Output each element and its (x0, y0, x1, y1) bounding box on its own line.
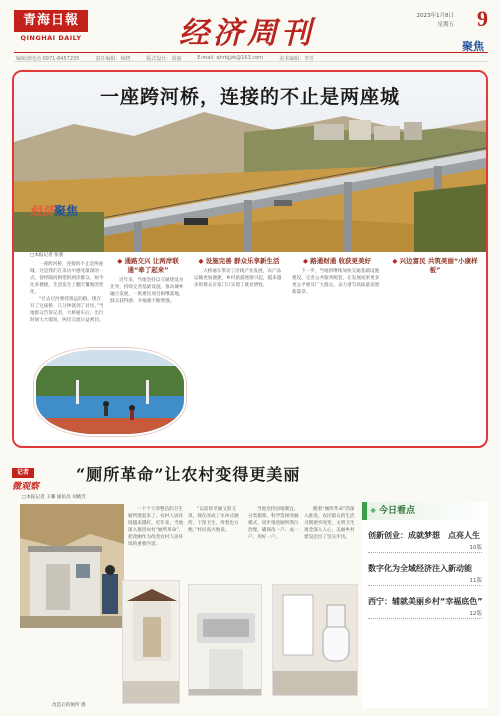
photo-caption: 改造后的厕所 摄 (52, 703, 86, 708)
feature-subhead: ◆ 通路交兴 让两岸联通“牵了起来” (110, 256, 186, 274)
lower-tag-k1: 记者 (12, 468, 34, 478)
bathroom-photo-1 (122, 580, 180, 704)
feature-subhead: ◆ 兴边富民 共筑美丽“小康样板” (390, 256, 480, 274)
feature-paragraph: 下一步，当地将继续加快交通基础设施建设，完善公共服务配套，让发展成果更多更公平惠及广大群众，奋力谱写高质量发展新篇章。 (292, 269, 380, 295)
lower-column-3 (248, 506, 302, 576)
lower-tag (12, 468, 54, 494)
bathroom-image-2 (189, 585, 262, 696)
lower-byline: □本报记者 王璐 通讯员 刘晓芳 (22, 495, 86, 500)
highlight-item[interactable] (368, 596, 488, 619)
village-toilet-image (20, 504, 124, 628)
section-tag: 聚焦 (462, 40, 484, 53)
lower-column-1 (128, 506, 184, 576)
bathroom-image-3 (273, 585, 358, 696)
lower-column-2 (188, 506, 244, 576)
highlight-page: 12版 (368, 609, 482, 619)
lower-article[interactable] (12, 456, 358, 708)
feature-paragraph: “过去过河要绕很远的路，现在有了这座桥，几分钟就到了对岸。”当地群众告诉记者，大桥通车后，出行时间大大缩短，两岸交流日益密切。 (30, 297, 104, 323)
feature-tag-part1: 经济 (30, 204, 55, 218)
page-number: 9 (477, 6, 488, 31)
highlight-page: 11版 (368, 576, 482, 586)
today-highlights-sidebar (362, 502, 488, 708)
bathroom-photo-2 (188, 584, 262, 696)
info-item: E-mail: qhrbjjzk@163.com (197, 55, 264, 61)
sports-court-image (36, 350, 186, 436)
highlight-title: 数字化为全域经济注入新动能 (368, 564, 472, 573)
lower-paragraph: 一个个干净整洁的卫生厕所建起来了，农村人居环境越来越好。近年来，当地深入推进农村“厕所革命”，把改厕作为改善农村人居环境的重要内容。 (128, 507, 184, 547)
feature-paragraph: 一座跨河桥，连接的不止是两座城。这是我们在采访中感受最深的一点。曾经隔河相望的两岸群众，如今往来便捷，生活发生了翻天覆地的变化。 (30, 262, 104, 295)
today-highlights-title: ❖ 今日看点 (362, 502, 488, 520)
date-info (417, 12, 455, 30)
lower-headline: “厕所革命”让农村变得更美丽 (76, 465, 301, 484)
feature-tag-part2: 聚焦 (54, 204, 79, 218)
feature-column-3 (194, 252, 284, 442)
highlight-title: 创新创业：成就梦想 点亮人生 (368, 531, 480, 540)
bathroom-image-1 (123, 581, 180, 704)
info-item: 编辑部电话 0971-8457235 (16, 56, 80, 62)
highlight-item[interactable] (368, 530, 488, 553)
feature-byline: □本报记者 张蕾 (30, 253, 64, 258)
info-item: 责任编辑：杨晓 (95, 56, 131, 62)
feature-subhead: ◆ 设施完善 群众乐享新生活 (194, 256, 284, 265)
lower-tag-k2: 微观察 (12, 482, 40, 492)
highlight-title: 西宁：辅就美丽乡村“幸福底色” (368, 597, 483, 606)
weekday-line: 星期五 (437, 22, 454, 28)
logo-chinese: 青海日報 (14, 10, 88, 32)
editor-info-bar (14, 52, 488, 62)
info-item: 美术编辑：李芳 (279, 56, 315, 62)
lower-paragraph: 随着“厕所革命”的深入推进，农民群众的生活习惯逐步改变，文明卫生观念深入人心，美丽乡村建设迈出了坚实步伐。 (304, 507, 355, 540)
feature-tag (30, 200, 78, 219)
sports-court-photo (34, 348, 186, 436)
bathroom-photo-set (122, 576, 358, 704)
section-title: 经济周刊 (179, 16, 315, 51)
lower-column-4 (304, 506, 358, 576)
lower-paragraph: “以前的旱厕又脏又臭，现在改成了水冲式厕所，干净卫生，用着也方便。”村民高兴地说。 (188, 507, 239, 533)
feature-headline: 一座跨河桥，连接的不止是两座城 (99, 86, 400, 108)
highlight-page: 10版 (368, 543, 482, 553)
lower-paragraph: 当地坚持因地制宜、分类施策，科学选择改厕模式，同步推进厕所粪污治理，确保改一户、成一户、用好一户。 (248, 507, 299, 540)
logo-english: QINGHAI DAILY (20, 34, 82, 42)
highlight-item[interactable] (368, 563, 488, 586)
date-line: 2023年1月8日 (416, 13, 454, 19)
feature-article[interactable] (12, 70, 488, 448)
info-item: 版式设计：周丽 (146, 56, 182, 62)
feature-column-5 (390, 252, 480, 442)
feature-paragraph: 大桥通车带动了沿线产业发展，农产品运输更加便捷，乡村旅游逐渐兴起，越来越多的群众在家门口实现了就业增收。 (194, 269, 282, 288)
village-toilet-photo (20, 504, 124, 628)
newspaper-logo[interactable] (14, 6, 88, 46)
bathroom-photo-3 (272, 584, 358, 696)
masthead (14, 6, 488, 68)
feature-column-4 (292, 252, 382, 442)
feature-paragraph: 近年来，当地坚持以交通建设为先导，持续完善基础设施，推动城乡融合发展，一批惠民项目相继落地，群众获得感、幸福感不断增强。 (110, 278, 184, 304)
feature-subhead: ◆ 路通财通 收获更美好 (292, 256, 382, 265)
